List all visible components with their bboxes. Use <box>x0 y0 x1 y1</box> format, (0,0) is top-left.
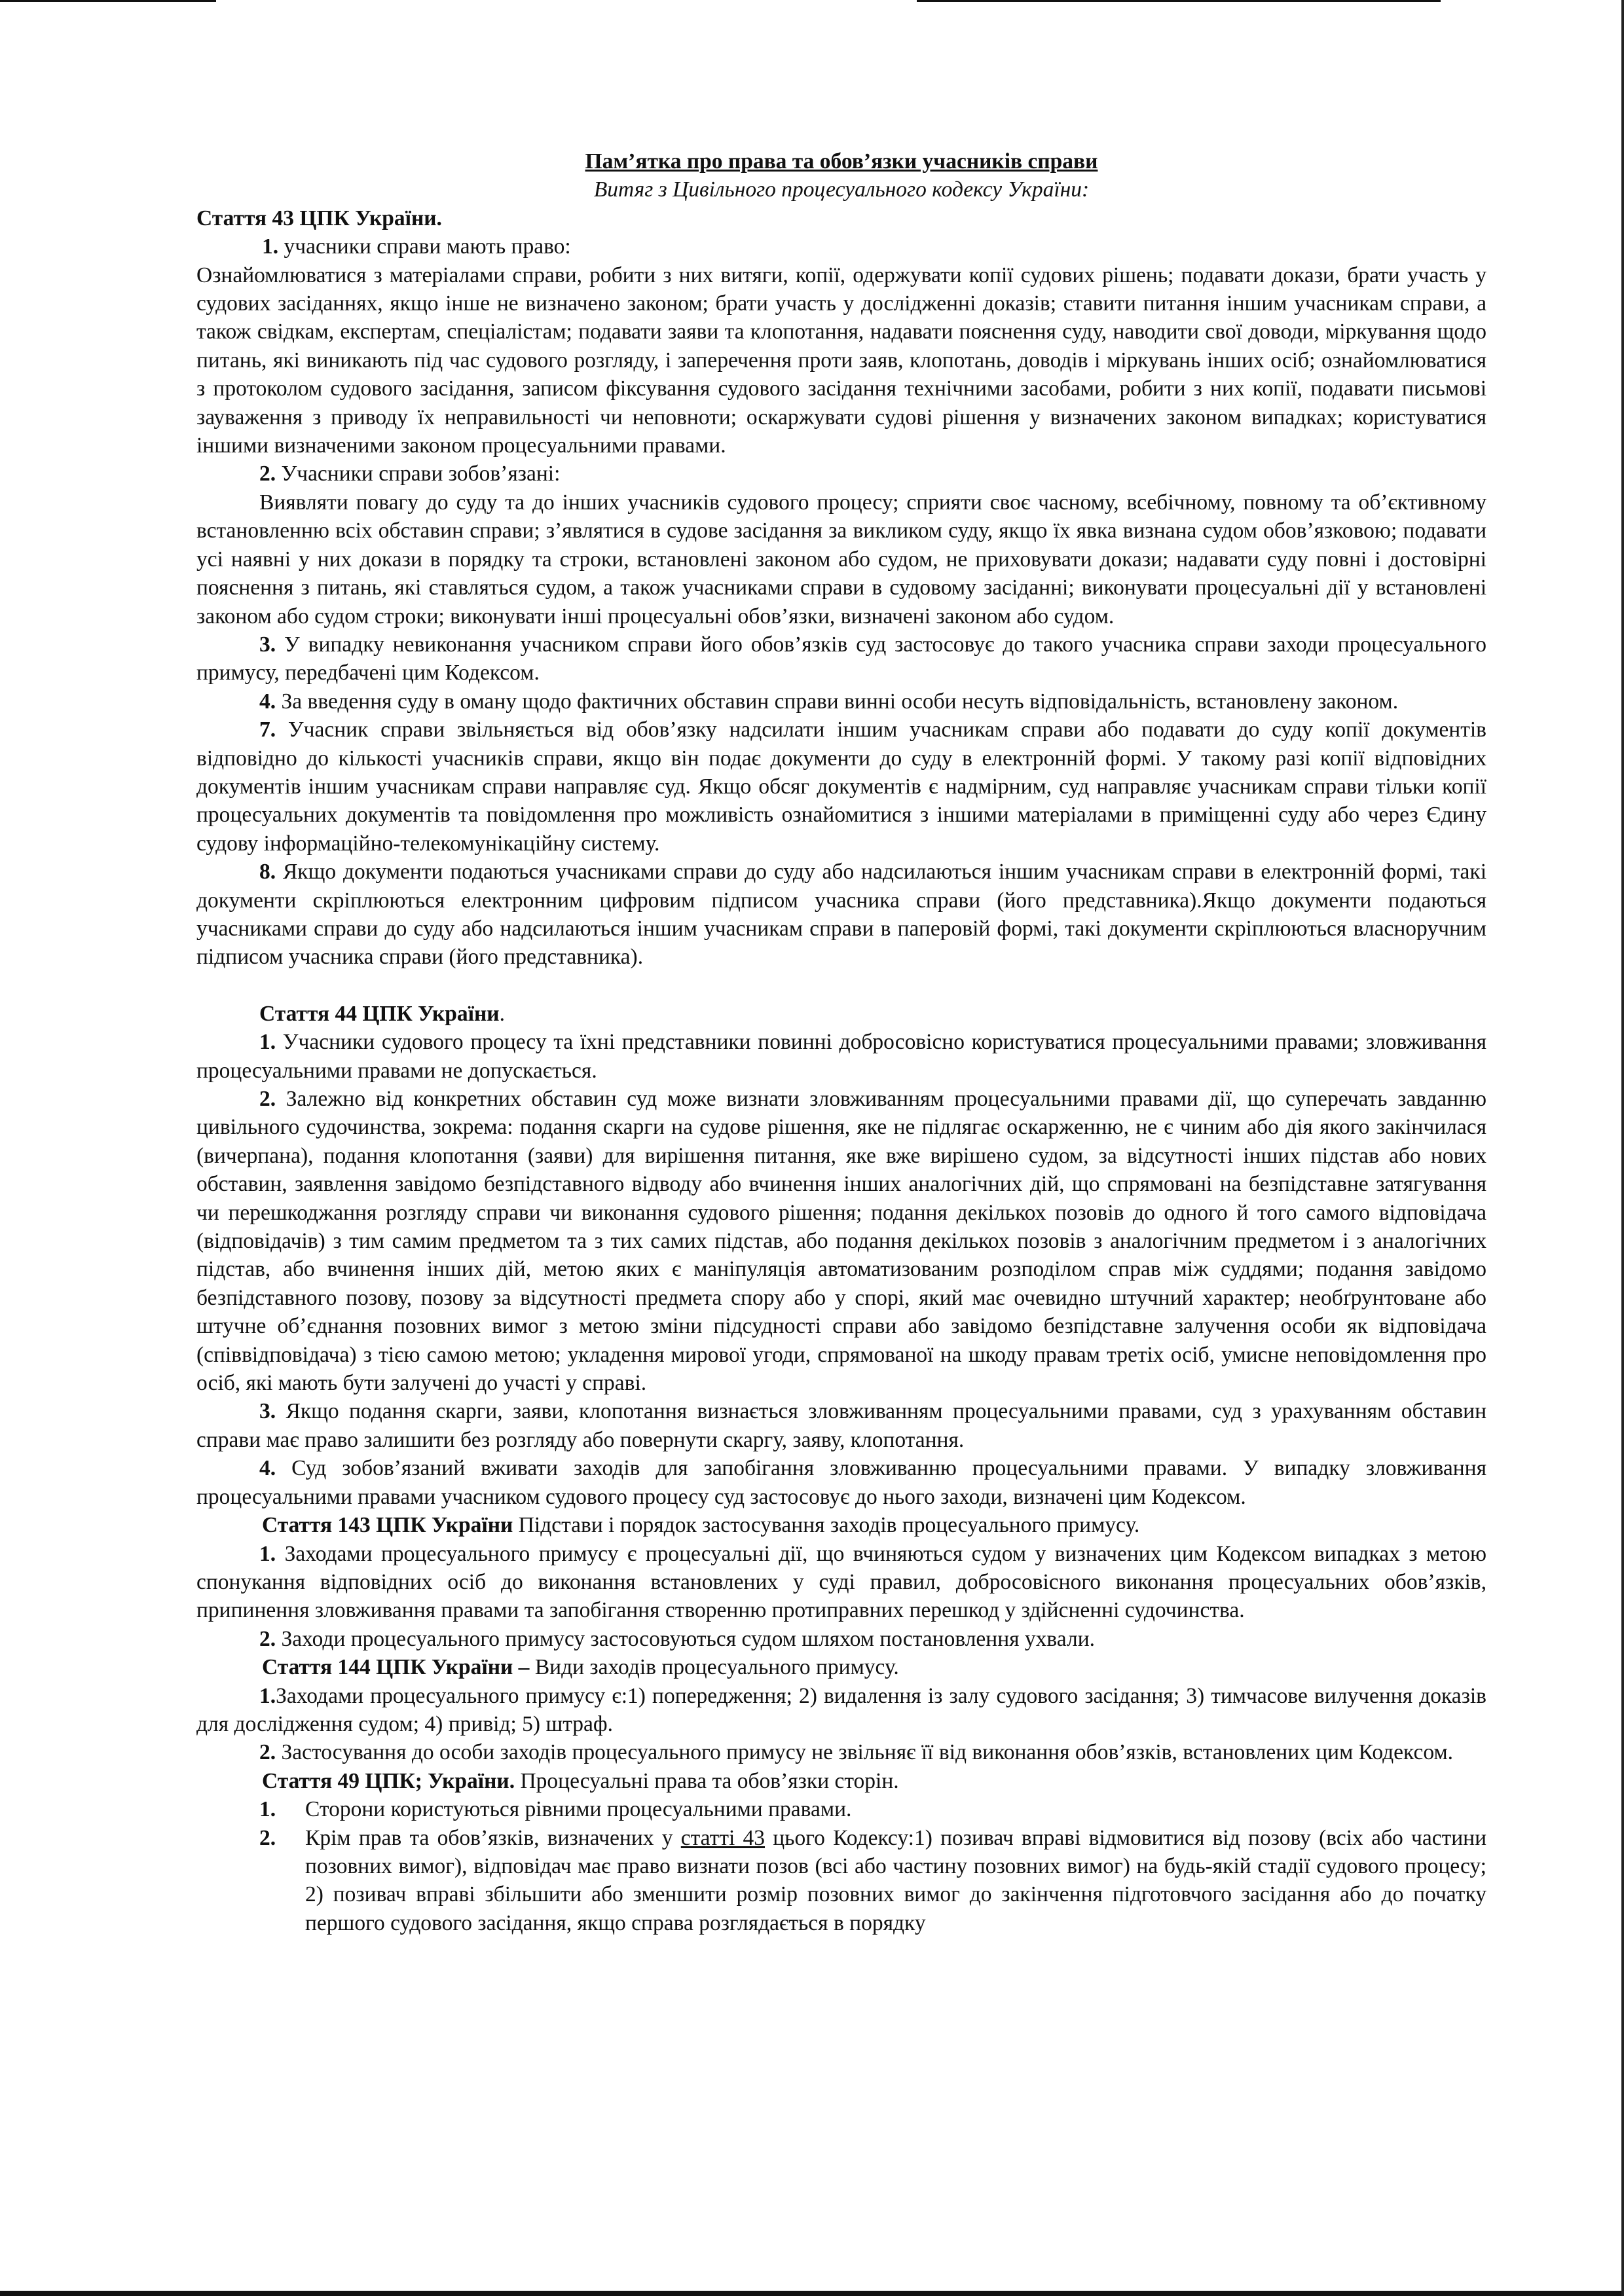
point-number: 2. <box>259 1740 276 1765</box>
article-heading-dot: . <box>499 1001 505 1026</box>
article-43-point-1-lead <box>196 232 1486 261</box>
article-44-point-1 <box>196 1028 1486 1085</box>
article-heading-text: Стаття 49 ЦПК; України. <box>262 1768 515 1793</box>
article-143-point-2 <box>196 1625 1486 1653</box>
article-43-point-1-body: Ознайомлюватися з матеріалами справи, робити з них витяги, копії, одержувати копії судових рішень; подавати докази, брати участь у судових засіданнях, якщо інше не визначено законом; брати участь у дослідженні доказів; ставити питання іншим учасникам справи, а також свідкам, експертам, спеціалістам; подавати заяви та клопотання, надавати пояснення суду, наводити свої доводи, міркування щодо питань, які виникають під час судового розгляду, і заперечення проти заяв, клопотань, доводів і міркувань інших осіб; ознайомлюватися з протоколом судового засідання, записом фіксування судового засідання технічними засобами, робити з них копії, подавати письмові зауваження з приводу їх неправильності чи неповноти; оскаржувати судові рішення у визначених законом випадках; користуватися іншими визначеними законом процесуальними правами. <box>196 263 1486 458</box>
point-text: Залежно від конкретних обставин суд може визнати зловживанням процесуальними правами дії, що суперечать завданню цивільного судочинства, зокрема: подання скарги на судове рішення, яке не підлягає оскарженню, не є чиним або дія якого закінчилася (вичерпана), подання клопотання (заяви) для вирішення питання, яке вже вирішено судом, за відсутності інших підстав або нових обставин, заявлення завідомо безпідставного відводу або вчинення інших аналогічних дій, що спрямовані на безпідставне затягування чи перешкоджання розгляду справи чи виконання судового рішення; подання декількох позовів до одного й того самого відповідача (відповідачів) з тим самим предметом та з тих самих підстав, або подання декількох позовів з аналогічним предметом і з аналогічних підстав, або вчинення інших дій, метою яких є маніпуляція автоматизованим розподілом справ між суддями; подання завідомо безпідставного позову, позову за відсутності предмета спору або у спорі, який має очевидно штучний характер; необґрунтоване або штучне об’єднання позовних вимог з метою зміни підсудності справи або завідомо безпідставне залучення особи як відповідача (співвідповідача) з тією самою метою; укладення мирової угоди, спрямованої на шкоду правам третіх осіб, умисне неповідомлення про осіб, які мають бути залучені до участі у справі. <box>196 1087 1486 1396</box>
article-43-heading: Стаття 43 ЦПК України. <box>196 206 442 230</box>
point-number: 1. <box>259 1683 276 1708</box>
article-heading-text: Стаття 144 ЦПК України – <box>262 1655 530 1680</box>
article-heading-tail: Підстави і порядок застосування заходів процесуального примусу. <box>513 1513 1140 1538</box>
article-43-point-4 <box>196 687 1486 716</box>
point-number: 4. <box>259 689 276 714</box>
article-44-point-4 <box>196 1454 1486 1511</box>
article-43-point-3 <box>196 630 1486 687</box>
scan-edge-right <box>1621 0 1624 2296</box>
point-number: 1. <box>259 1030 276 1055</box>
item-number: 2. <box>259 1825 276 1850</box>
article-heading-text: Стаття 143 ЦПК України <box>262 1513 513 1538</box>
point-text: Заходами процесуального примусу є процесуальні дії, що вчиняються судом у визначених цим Кодексом випадках з метою спонукання відповідних осіб до виконання встановлених у суді правил, добросовісного виконання процесуальних обов’язків, припинення зловживання правами та запобігання створенню протиправних перешкод у здійсненні судочинства. <box>196 1541 1486 1623</box>
point-number: 2. <box>259 462 276 486</box>
article-49-heading <box>196 1767 1486 1795</box>
article-144-point-1 <box>196 1682 1486 1739</box>
article-44-point-3 <box>196 1397 1486 1454</box>
document-subtitle: Витяг з Цивільного процесуального кодексу України: <box>593 177 1090 202</box>
point-text: У випадку невиконання учасником справи його обов’язків суд застосовує до такого учасника справи заходи процесуального примусу, передбачені цим Кодексом. <box>196 632 1486 685</box>
article-143-point-1 <box>196 1540 1486 1625</box>
article-43-point-8 <box>196 858 1486 972</box>
point-text: Учасники судового процесу та їхні представники повинні добросовісно користуватися процесуальними правами; зловживання процесуальними правами не допускається. <box>196 1030 1486 1083</box>
article-44-heading <box>196 1000 1486 1028</box>
point-text: Заходами процесуального примусу є:1) попередження; 2) видалення із залу судового засідання; 3) тимчасове вилучення доказів для дослідження судом; 4) привід; 5) штраф. <box>196 1683 1486 1736</box>
article-49-item-2 <box>196 1824 1486 1938</box>
item-text-post: цього Кодексу:1) позивач вправі відмовитися від позову (всіх або частини позовних вимог), відповідач має право визнати позов (всі або частину позовних вимог) на будь-якій стадії судового процесу; 2) позивач вправі збільшити або зменшити розмір позовних вимог до закінчення підготовчого засідання або до початку першого судового засідання, якщо справа розглядається в порядку <box>305 1825 1486 1935</box>
item-text: Сторони користуються рівними процесуальними правами. <box>305 1797 852 1822</box>
point-number: 3. <box>259 632 276 657</box>
document-title: Пам’ятка про права та обов’язки учасників справи <box>585 149 1098 173</box>
article-43-link[interactable]: статті 43 <box>680 1825 766 1850</box>
article-143-heading <box>196 1511 1486 1539</box>
article-144-heading <box>196 1653 1486 1681</box>
point-text: Суд зобов’язаний вживати заходів для запобігання зловживанню процесуальними правами. У випадку зловживання процесуальними правами учасником судового процесу суд застосовує до нього заходи, визначені цим Кодексом. <box>196 1456 1486 1509</box>
point-text: Учасники справи зобов’язані: <box>276 462 561 486</box>
point-text: Якщо подання скарги, заяви, клопотання визнається зловживанням процесуальними правами, суд з урахуванням обставин справи має право залишити без розгляду або повернути скаргу, заяву, клопотання. <box>196 1399 1486 1452</box>
scan-edge-bottom <box>0 2291 1624 2296</box>
point-number: 1. <box>262 234 279 259</box>
point-text: Учасник справи звільняється від обов’язку надсилати іншим учасникам справи або подавати до суду копії документів відповідно до кількості учасників справи, якщо він подає документи до суду в електронній формі. У такому разі копії відповідних документів іншим учасникам справи направляє суд. Якщо обсяг документів є надмірним, суд направляє учасникам справи тільки копії процесуальних документів та повідомлення про можливість ознайомитися з іншими матеріалами в приміщенні суду або через Єдину судову інформаційно-телекомунікаційну систему. <box>196 718 1486 856</box>
article-49-item-1 <box>196 1795 1486 1823</box>
point-text: Якщо документи подаються учасниками справи до суду або надсилаються іншим учасникам справи в електронній формі, такі документи скріплюються електронним цифровим підписом учасника справи (його представника).Якщо документи подаються учасниками справи до суду або надсилаються іншим учасникам справи в паперовій формі, такі документи скріплюються власноручним підписом учасника справи (його представника). <box>196 860 1486 970</box>
article-heading-tail: Види заходів процесуального примусу. <box>529 1655 899 1680</box>
scan-edge-top-left <box>0 0 216 2</box>
point-text: Застосування до особи заходів процесуального примусу не звільняє її від виконання обов’язків, встановлених цим Кодексом. <box>276 1740 1454 1765</box>
document-body <box>196 147 1486 1937</box>
article-43-point-2-body: Виявляти повагу до суду та до інших учасників судового процесу; сприяти своє часному, всебічному, повному та об’єктивному встановленню всіх обставин справи; з’являтися в судове засідання за викликом суду, якщо їх явка визнана судом обов’язковою; подавати усі наявні у них докази в порядку та строки, встановлені законом або судом, не приховувати докази; надавати суду повні і достовірні пояснення з питань, які ставляться судом, а також учасниками справи в судовому засіданні; виконувати процесуальні дії у встановлені законом або судом строки; виконувати інші процесуальні обов’язки, визначені законом або судом. <box>196 490 1486 629</box>
item-text <box>305 1824 1486 1938</box>
point-text: учасники справи мають право: <box>278 234 571 259</box>
item-number: 1. <box>259 1797 276 1822</box>
article-43-point-2-lead <box>196 460 1486 488</box>
point-number: 2. <box>259 1626 276 1651</box>
article-44-point-2 <box>196 1085 1486 1397</box>
point-number: 1. <box>259 1541 276 1566</box>
article-144-point-2 <box>196 1738 1486 1766</box>
item-text-pre: Крім прав та обов’язків, визначених у <box>305 1825 681 1850</box>
point-number: 2. <box>259 1087 276 1111</box>
scan-edge-top-right <box>917 0 1441 2</box>
article-heading-text: Стаття 44 ЦПК України <box>259 1001 500 1026</box>
point-text: Заходи процесуального примусу застосовуються судом шляхом постановлення ухвали. <box>276 1626 1095 1651</box>
article-heading-tail: Процесуальні права та обов’язки сторін. <box>515 1768 899 1793</box>
point-text: За введення суду в оману щодо фактичних обставин справи винні особи несуть відповідальність, встановлену законом. <box>276 689 1399 714</box>
point-number: 4. <box>259 1456 276 1481</box>
point-number: 8. <box>259 860 276 884</box>
point-number: 3. <box>259 1399 276 1424</box>
point-number: 7. <box>259 718 276 742</box>
article-43-point-7 <box>196 716 1486 858</box>
